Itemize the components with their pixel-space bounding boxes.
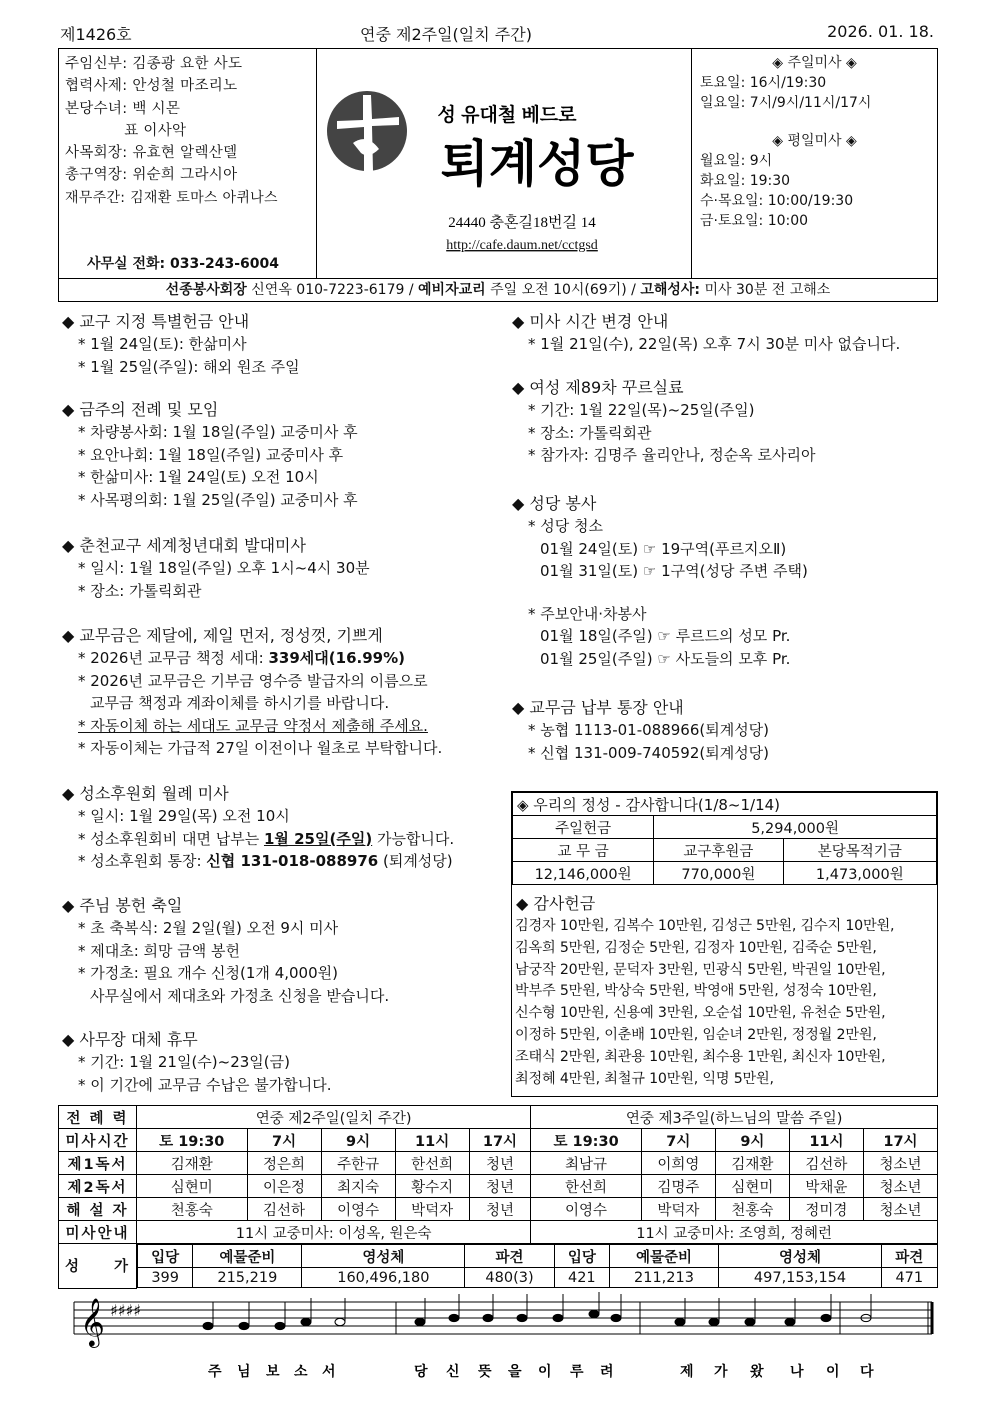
reader-cell: 심현미 — [137, 1175, 248, 1198]
lyric-syllable: 님 — [237, 1364, 251, 1380]
note-head — [415, 1318, 425, 1325]
reader-cell: 황수지 — [395, 1175, 469, 1198]
offering-table — [512, 792, 937, 885]
section-line — [62, 647, 442, 670]
section-line: * 장소: 가톨릭회관 — [78, 581, 202, 600]
section-line: * 성당 청소 — [528, 517, 603, 535]
reader-cell: 김선하 — [789, 1152, 863, 1175]
key-signature-icon: ♯♯♯♯ — [110, 1301, 141, 1320]
vocation-text: * 성소후원회 통장: — [78, 852, 207, 870]
donor-line: 김경자 10만원, 김복수 10만원, 김성근 5만원, 김수지 10만원, — [515, 918, 895, 934]
music-staff — [60, 1292, 940, 1382]
vocation-text: 가능합니다. — [372, 829, 455, 848]
note-group — [203, 1292, 871, 1330]
contact-text: 미사 30분 전 고해소 — [700, 282, 831, 298]
hymn-header: 영성체 — [302, 1245, 465, 1268]
donor-line: 박부주 5만원, 박상숙 5만원, 박영애 5만원, 성정숙 10만원, — [515, 983, 877, 1000]
reader-cell: 청소년 — [863, 1198, 937, 1221]
offering-value: 1,473,000원 — [783, 862, 936, 885]
reader-cell: 천홍숙 — [715, 1198, 789, 1221]
weekday-mass-line: 화요일: 19:30 — [700, 173, 791, 189]
section-line: * 기간: 1월 21일(수)~23일(금) — [78, 1053, 290, 1071]
reader-cell: 청년 — [469, 1152, 531, 1175]
staff-line: 협력사제: 안성철 마조리노 — [65, 78, 238, 95]
note-head — [335, 1318, 345, 1325]
dues-households: 339세대(16.99%) — [268, 649, 405, 667]
section-line: * 사목평의회: 1월 25일(주일) 교중미사 후 — [78, 490, 358, 509]
mass-time: 11시 — [789, 1129, 863, 1152]
section-line: 01월 31일(토) ☞ 1구역(성당 주변 주택) — [540, 562, 808, 580]
office-phone: 사무실 전화: 033-243-6004 — [87, 256, 279, 272]
reader-cell: 청년 — [469, 1198, 531, 1221]
section-line: 01월 24일(토) ☞ 19구역(푸르지오Ⅱ) — [540, 539, 787, 558]
lyric-group — [208, 1363, 874, 1380]
lyric-syllable: 왔 — [750, 1364, 764, 1380]
section-title: ◆ 사무장 대체 휴무 — [62, 1030, 198, 1049]
section-title: ◆ 춘천교구 세계청년대회 발대미사 — [62, 536, 306, 555]
hymn-header: 입당 — [138, 1245, 193, 1268]
reader-cell: 이희영 — [641, 1152, 715, 1175]
hymn-block — [137, 1244, 938, 1289]
hymn-number: 211,213 — [610, 1268, 719, 1288]
hymn-header: 파견 — [882, 1245, 937, 1268]
lyric-syllable: 서 — [322, 1364, 336, 1380]
note-head — [517, 1314, 527, 1321]
section-line: * 제대초: 희망 금액 봉헌 — [78, 941, 241, 960]
note-head — [553, 1314, 563, 1321]
sunday-mass-title: ◈ 주일미사 ◈ — [772, 55, 857, 71]
donor-line: 이정하 5만원, 이춘배 10만원, 임순녀 2만원, 정정월 2만원, — [515, 1026, 877, 1043]
hymn-number: 215,219 — [193, 1268, 302, 1288]
dues-notice: * 자동이체 하는 세대도 교무금 약정서 제출해 주세요. — [78, 716, 428, 735]
section-title: ◆ 교무금 납부 통장 안내 — [512, 698, 684, 717]
reader-cell: 최남규 — [531, 1152, 642, 1175]
section-line: 교무금 책정과 계좌이체를 하시기를 바랍니다. — [90, 694, 390, 712]
lyric-syllable: 이 — [826, 1364, 840, 1380]
reader-cell: 정은희 — [247, 1152, 321, 1175]
reader-cell: 김재환 — [715, 1152, 789, 1175]
sunday-mass-line: 토요일: 16시/19:30 — [700, 75, 827, 91]
donor-line: 김옥희 5만원, 김정순 5만원, 김정자 10만원, 김죽순 5만원, — [515, 939, 877, 956]
staff-line: 본당수녀: 백 시몬 — [65, 100, 181, 117]
table-row — [59, 1175, 938, 1198]
section-vocation-mass — [62, 783, 454, 873]
note-head — [675, 1318, 685, 1325]
section-line — [62, 850, 454, 873]
vocation-date: 1월 25일(주일) — [263, 829, 373, 848]
staff-list — [59, 49, 317, 279]
mass-time: 7시 — [641, 1129, 715, 1152]
reader-cell: 최지숙 — [321, 1175, 395, 1198]
contact-label: 예비자교리 — [418, 282, 486, 298]
lyric-syllable: 보 — [266, 1364, 280, 1380]
donor-line: 최정혜 4만원, 최철규 10만원, 익명 5만원, — [515, 1070, 774, 1087]
reader-cell: 박덕자 — [641, 1198, 715, 1221]
offering-header: 본당목적기금 — [783, 839, 936, 862]
mass-time: 17시 — [863, 1129, 937, 1152]
mass-times — [691, 49, 937, 279]
weekday-mass-line: 금·토요일: 10:00 — [700, 213, 809, 229]
staff-line: 총구역장: 위순희 그라시아 — [65, 167, 238, 184]
section-title: ◆ 금주의 전례 및 모임 — [62, 400, 219, 419]
reader-cell: 청소년 — [863, 1152, 937, 1175]
contact-label: 고해성사: — [640, 282, 701, 298]
church-url: http://cafe.daum.net/cctgsd — [446, 238, 598, 253]
mass-time: 9시 — [321, 1129, 395, 1152]
reader-cell: 청년 — [469, 1175, 531, 1198]
weekday-mass-line: 수·목요일: 10:00/19:30 — [700, 193, 854, 209]
section-title: ◆ 주님 봉헌 축일 — [62, 896, 183, 915]
table-row — [59, 1152, 938, 1175]
reader-cell: 정미경 — [789, 1198, 863, 1221]
reader-cell: 박덕자 — [395, 1198, 469, 1221]
section-line: * 한삶미사: 1월 24일(토) 오전 10시 — [78, 468, 319, 486]
hymn-header: 예물준비 — [610, 1245, 719, 1268]
note-head — [301, 1318, 311, 1325]
reader-cell: 김재환 — [137, 1152, 248, 1175]
reader-cell: 박채윤 — [789, 1175, 863, 1198]
note-head — [589, 1310, 599, 1317]
vocation-text: (퇴계성당) — [378, 852, 453, 870]
contact-label: 선종봉사회장 — [165, 282, 247, 298]
section-title: ◆ 여성 제89차 꾸르실료 — [512, 378, 684, 397]
offering-header: 교 무 금 — [513, 839, 654, 862]
lyric-syllable: 당 — [414, 1364, 428, 1380]
section-line: * 1월 21일(수), 22일(목) 오후 7시 30분 미사 없습니다. — [528, 335, 901, 353]
section-line: 01월 18일(주일) ☞ 루르드의 성모 Pr. — [540, 627, 791, 645]
section-line: * 농협 1113-01-088966(퇴계성당) — [528, 721, 770, 739]
offering-summary-box — [511, 791, 938, 1097]
section-church-dues — [62, 625, 442, 760]
section-line: * 1월 24일(토): 한삶미사 — [78, 335, 247, 353]
reader-cell: 한선희 — [395, 1152, 469, 1175]
sunday-offering-label: 주일헌금 — [513, 816, 654, 839]
section-title: ◆ 미사 시간 변경 안내 — [512, 312, 669, 331]
section-line: * 요안나회: 1월 18일(주일) 교중미사 후 — [78, 445, 344, 464]
section-line: * 2026년 교무금은 기부금 영수증 발급자의 이름으로 — [78, 671, 428, 690]
church-subtitle: 성 유대철 베드로 — [437, 105, 577, 126]
week-title: 연중 제2주일(일치 주간) — [137, 1106, 531, 1129]
mass-time: 토 19:30 — [137, 1129, 248, 1152]
cross-emblem-icon — [327, 91, 407, 171]
row-label: 미사시간 — [59, 1129, 137, 1152]
donor-list — [512, 914, 937, 1092]
reader-cell: 한선희 — [531, 1175, 642, 1198]
church-name: 퇴계성당 — [440, 135, 634, 193]
hymn-header: 영성체 — [718, 1245, 881, 1268]
note-head — [239, 1322, 249, 1329]
church-logo — [317, 49, 691, 279]
hymn-number: 480(3) — [465, 1268, 554, 1288]
mass-guide: 11시 교중미사: 조영희, 정혜런 — [531, 1221, 938, 1244]
section-line: * 자동이체는 가급적 27일 이전이나 월초로 부탁합니다. — [78, 739, 443, 757]
mass-time: 11시 — [395, 1129, 469, 1152]
note-head — [483, 1314, 493, 1321]
reader-cell: 이영수 — [531, 1198, 642, 1221]
staff-line: 사목회장: 유효현 알렉산델 — [65, 145, 238, 162]
contact-line — [59, 279, 937, 302]
section-title: ◆ 성당 봉사 — [512, 494, 597, 513]
issue-date: 2026. 01. 18. — [827, 22, 934, 41]
row-label: 전 례 력 — [59, 1106, 137, 1129]
church-title-block — [317, 49, 691, 279]
section-line: * 장소: 가톨릭회관 — [528, 423, 652, 442]
top-line — [60, 22, 940, 46]
note-head — [821, 1314, 831, 1321]
section-line: * 일시: 1월 18일(주일) 오후 1시~4시 30분 — [78, 559, 370, 577]
contact-text: 신연옥 010-7223-6179 / — [246, 282, 419, 298]
section-title: ◆ 성소후원회 월례 미사 — [62, 784, 229, 803]
section-presentation-feast — [62, 895, 389, 1007]
section-church-service — [512, 493, 808, 670]
section-line: * 가정초: 필요 개수 신청(1개 4,000원) — [78, 964, 338, 982]
note-head — [709, 1318, 719, 1325]
hymn-header: 예물준비 — [193, 1245, 302, 1268]
note-head — [203, 1322, 213, 1329]
lyric-syllable: 려 — [600, 1364, 614, 1380]
section-weekly-meetings — [62, 399, 358, 511]
treble-clef-icon: 𝄞 — [80, 1297, 105, 1346]
table-row — [59, 1198, 938, 1221]
hymn-number: 399 — [138, 1268, 193, 1288]
lyric-syllable: 주 — [208, 1364, 222, 1380]
note-head — [745, 1318, 755, 1325]
offering-value: 770,000원 — [654, 862, 783, 885]
section-special-offering — [62, 311, 300, 378]
note-head — [449, 1314, 459, 1321]
section-line — [62, 715, 442, 738]
note-head — [275, 1322, 285, 1329]
lyric-syllable: 루 — [570, 1364, 584, 1380]
reader-cell: 심현미 — [715, 1175, 789, 1198]
vocation-account: 신협 131-018-088976 — [206, 852, 379, 870]
lyric-syllable: 을 — [508, 1364, 522, 1380]
mass-time: 토 19:30 — [531, 1129, 642, 1152]
staff-line: 표 이사악 — [65, 122, 187, 139]
reader-cell: 이은정 — [247, 1175, 321, 1198]
staff-lines — [74, 1302, 932, 1334]
hymn-number: 421 — [554, 1268, 609, 1288]
lyric-syllable: 가 — [714, 1364, 728, 1380]
section-office-closure — [62, 1029, 331, 1096]
reader-cell: 이영수 — [321, 1198, 395, 1221]
hymn-number: 497,153,154 — [718, 1268, 881, 1288]
row-label: 해 설 자 — [59, 1198, 137, 1221]
donor-line: 조태식 2만원, 최관용 10만원, 최수용 1만원, 최신자 10만원, — [515, 1048, 886, 1065]
lyric-syllable: 이 — [538, 1364, 552, 1380]
church-address: 24440 충혼길18번길 14 — [448, 215, 596, 231]
offering-title: ◈ 우리의 정성 - 감사합니다(1/8~1/14) — [513, 793, 937, 816]
week-title: 연중 제3주일(하느님의 말씀 주일) — [531, 1106, 938, 1129]
donor-title: ◆ 감사헌금 — [516, 894, 596, 913]
mass-time: 9시 — [715, 1129, 789, 1152]
row-label: 성 가 — [59, 1244, 137, 1289]
issue-number: 제1426호 — [60, 25, 132, 44]
section-line: * 초 축복식: 2월 2일(월) 오전 9시 미사 — [78, 919, 339, 937]
vocation-text: * 성소후원회비 대면 납부는 — [78, 829, 264, 848]
lyric-syllable: 신 — [446, 1364, 460, 1380]
staff-line: 주임신부: 김종광 요한 사도 — [65, 56, 243, 72]
masthead — [58, 48, 938, 302]
dues-text: * 2026년 교무금 책정 세대: — [78, 649, 269, 667]
section-cursillo — [512, 377, 816, 467]
section-line: 01월 25일(주일) ☞ 사도들의 모후 Pr. — [540, 649, 791, 668]
weekday-mass-title: ◈ 평일미사 ◈ — [772, 133, 857, 149]
section-line: * 1월 25일(주일): 해외 원조 주일 — [78, 357, 300, 376]
section-line: * 차량봉사회: 1월 18일(주일) 교중미사 후 — [78, 423, 358, 441]
row-label: 미사안내 — [59, 1221, 137, 1244]
donor-line: 남궁작 20만원, 문덕자 3만원, 민광식 5만원, 박권일 10만원, — [515, 961, 886, 978]
sunday-offering-value: 5,294,000원 — [654, 816, 937, 839]
lyric-syllable: 다 — [860, 1364, 874, 1380]
contact-text: 주일 오전 10시(69기) / — [485, 282, 641, 298]
section-line: 사무실에서 제대초와 가정초 신청을 받습니다. — [90, 986, 390, 1005]
note-head — [611, 1314, 621, 1321]
reader-cell: 김명주 — [641, 1175, 715, 1198]
lyric-syllable: 나 — [790, 1364, 804, 1380]
row-label: 제1독서 — [59, 1152, 137, 1175]
lyric-syllable: 소 — [294, 1364, 308, 1380]
liturgy-schedule-table — [58, 1105, 938, 1289]
section-title: ◆ 교무금은 제달에, 제일 먼저, 정성껏, 기쁘게 — [62, 626, 383, 645]
hymn-header: 입당 — [554, 1245, 609, 1268]
mass-time: 7시 — [247, 1129, 321, 1152]
hymn-table — [137, 1244, 938, 1288]
reader-cell: 김선하 — [247, 1198, 321, 1221]
weekday-mass-line: 월요일: 9시 — [700, 153, 773, 169]
staff-line: 재무주간: 김재환 토마스 아퀴나스 — [65, 189, 278, 206]
section-youth-day — [62, 535, 370, 602]
liturgical-week: 연중 제2주일(일치 주간) — [360, 25, 532, 44]
offering-header: 교구후원금 — [654, 839, 783, 862]
reader-cell: 천홍숙 — [137, 1198, 248, 1221]
offering-value: 12,146,000원 — [513, 862, 654, 885]
reader-cell: 주한규 — [321, 1152, 395, 1175]
sunday-mass-line: 일요일: 7시/9시/11시/17시 — [700, 95, 872, 111]
reader-cell: 청소년 — [863, 1175, 937, 1198]
section-dues-accounts — [512, 697, 769, 764]
row-label: 제2독서 — [59, 1175, 137, 1198]
section-mass-change — [512, 311, 900, 356]
note-head — [785, 1318, 795, 1325]
lyric-syllable: 제 — [680, 1364, 694, 1380]
section-line: * 주보안내·차봉사 — [528, 604, 647, 623]
hymn-number: 160,496,180 — [302, 1268, 465, 1288]
hymn-header: 파견 — [465, 1245, 554, 1268]
lyric-syllable: 뜻 — [478, 1364, 492, 1380]
mass-guide: 11시 교중미사: 이성옥, 원은숙 — [137, 1221, 531, 1244]
section-line: * 일시: 1월 29일(목) 오전 10시 — [78, 807, 290, 825]
section-line: * 신협 131-009-740592(퇴계성당) — [528, 743, 770, 762]
section-line: * 기간: 1월 22일(목)~25일(주일) — [528, 401, 755, 419]
hymn-number: 471 — [882, 1268, 937, 1288]
donor-line: 신수형 10만원, 신용예 3만원, 오순섭 10만원, 유천순 5만원, — [515, 1005, 886, 1022]
section-line: * 참가자: 김명주 율리안나, 정순옥 로사리아 — [528, 446, 816, 464]
section-line: * 이 기간에 교무금 수납은 불가합니다. — [78, 1075, 332, 1094]
section-title: ◆ 교구 지정 특별헌금 안내 — [62, 312, 250, 331]
mass-time: 17시 — [469, 1129, 531, 1152]
section-line — [62, 828, 454, 851]
